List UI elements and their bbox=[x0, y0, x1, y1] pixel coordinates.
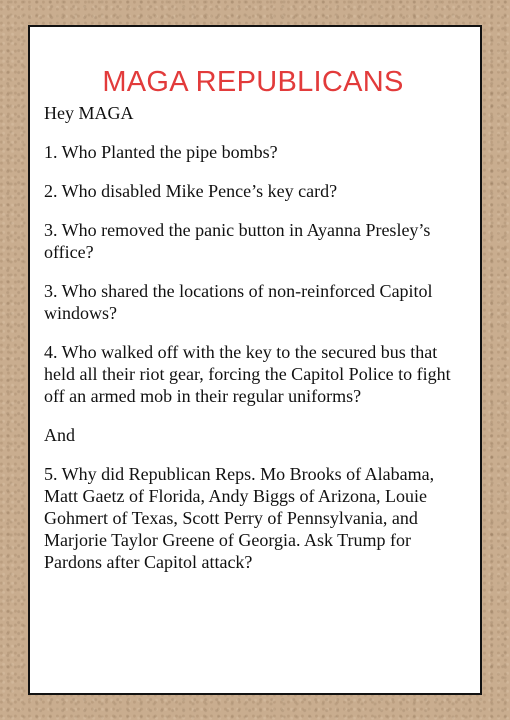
card-title: MAGA REPUBLICANS bbox=[102, 66, 404, 98]
greeting-text: Hey MAGA bbox=[44, 103, 134, 123]
question-list bbox=[44, 141, 462, 407]
question-item: 2. Who disabled Mike Pence’s key card? bbox=[44, 181, 338, 201]
question-item: 3. Who shared the locations of non-reinforced Capitol windows? bbox=[44, 281, 433, 323]
question-item: 4. Who walked off with the key to the secured bus that held all their riot gear, forcing the Capitol Police to fight off an armed mob in their regular uniforms? bbox=[44, 342, 451, 406]
final-question-item: 5. Why did Republican Reps. Mo Brooks of Alabama, Matt Gaetz of Florida, Andy Biggs of Arizona, Louie Gohmert of Texas, Scott Perry of Pennsylvania, and Marjorie Taylor Greene of Georgia. Ask Trump for Pardons after Capitol attack? bbox=[44, 464, 435, 572]
question-item: 3. Who removed the panic button in Ayanna Presley’s office? bbox=[44, 220, 431, 262]
question-item: 1. Who Planted the pipe bombs? bbox=[44, 142, 278, 162]
connector-text: And bbox=[44, 425, 75, 445]
note-card bbox=[28, 25, 482, 695]
